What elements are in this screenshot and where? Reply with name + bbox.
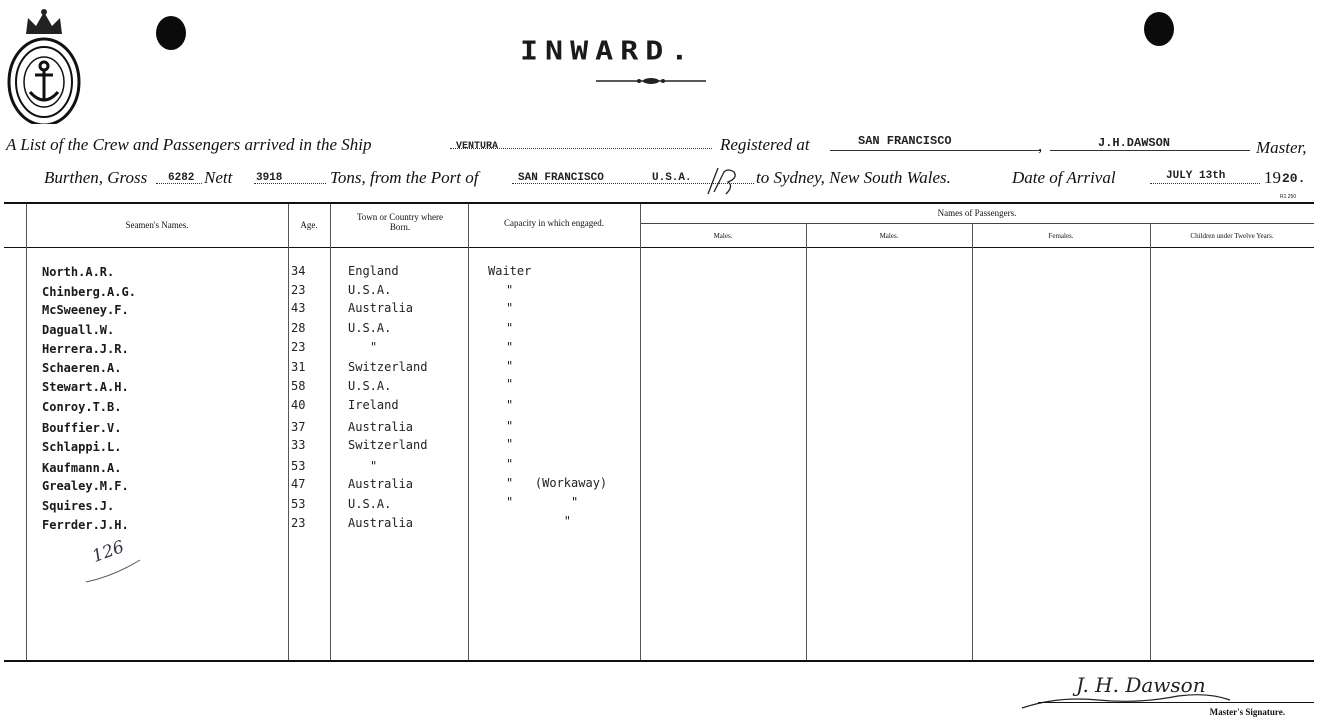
col-divider-1 bbox=[26, 204, 27, 660]
seaman-birthplace: U.S.A. bbox=[348, 283, 392, 297]
handwritten-check-mark bbox=[704, 164, 742, 202]
seaman-name: Daguall.W. bbox=[42, 323, 115, 337]
master-signature-label: Master's Signature. bbox=[1209, 707, 1285, 717]
seaman-birthplace: Australia bbox=[348, 301, 414, 315]
seaman-name: Bouffier.V. bbox=[42, 421, 122, 435]
seaman-capacity: " bbox=[506, 377, 514, 391]
registered-comma: , bbox=[1038, 136, 1043, 155]
col-header-seamens-names: Seamen's Names. bbox=[125, 220, 189, 230]
registered-port: SAN FRANCISCO bbox=[858, 134, 952, 148]
seaman-name: McSweeney.F. bbox=[42, 303, 129, 317]
seaman-age: 53 bbox=[291, 497, 306, 511]
col-header-capacity: Capacity in which engaged. bbox=[504, 218, 604, 228]
seaman-capacity: " (Workaway) bbox=[506, 476, 608, 490]
seaman-birthplace: U.S.A. bbox=[348, 497, 392, 511]
col-header-males-2: Males. bbox=[879, 232, 899, 240]
col-header-females: Females. bbox=[1048, 232, 1074, 240]
seaman-age: 23 bbox=[291, 516, 306, 530]
table-header-rule bbox=[4, 247, 1314, 248]
punch-hole-left bbox=[156, 16, 186, 50]
master-label: Master, bbox=[1256, 138, 1307, 157]
ship-name: VENTURA bbox=[456, 141, 499, 152]
page-title: INWARD. bbox=[520, 36, 696, 67]
col-header-age: Age. bbox=[300, 220, 318, 230]
seaman-capacity: " bbox=[506, 283, 514, 297]
seaman-name: Ferrder.J.H. bbox=[42, 518, 129, 532]
seaman-age: 28 bbox=[291, 321, 306, 335]
seaman-birthplace: Australia bbox=[348, 420, 414, 434]
seaman-name: Herrera.J.R. bbox=[42, 342, 129, 356]
seaman-capacity: " bbox=[506, 398, 514, 412]
seaman-birthplace: " bbox=[370, 340, 378, 354]
col-divider-7 bbox=[972, 224, 973, 660]
arrival-fill-line bbox=[1150, 183, 1260, 184]
handwritten-underline bbox=[84, 556, 144, 586]
passenger-subheader-rule bbox=[640, 223, 1314, 224]
form-number: R1 250 bbox=[1280, 194, 1297, 200]
seaman-capacity: " bbox=[506, 340, 514, 354]
arrival-year-prefix: 19 bbox=[1264, 168, 1281, 187]
seaman-age: 37 bbox=[291, 420, 306, 434]
burthen-label: Burthen, Gross bbox=[44, 168, 148, 187]
nett-tonnage: 3918 bbox=[256, 172, 283, 184]
col-divider-4 bbox=[468, 204, 469, 660]
seaman-name: Grealey.M.F. bbox=[42, 479, 129, 493]
master-name: J.H.DAWSON bbox=[1098, 136, 1171, 150]
header-list-prefix: A List of the Crew and Passengers arrived in the Ship bbox=[6, 135, 372, 154]
title-ornament bbox=[596, 76, 706, 86]
master-fill-line bbox=[1050, 150, 1250, 151]
seaman-capacity: " bbox=[506, 301, 514, 315]
seaman-age: 58 bbox=[291, 379, 306, 393]
seaman-birthplace: Ireland bbox=[348, 398, 399, 412]
col-header-children: Children under Twelve Years. bbox=[1190, 232, 1274, 240]
tons-from-port-label: Tons, from the Port of bbox=[330, 168, 479, 187]
seaman-birthplace: Australia bbox=[348, 477, 414, 491]
seaman-birthplace: England bbox=[348, 264, 399, 278]
seaman-age: 43 bbox=[291, 301, 306, 315]
seaman-age: 40 bbox=[291, 398, 306, 412]
seaman-age: 31 bbox=[291, 360, 306, 374]
registered-label: Registered at bbox=[720, 135, 810, 154]
nett-label: Nett bbox=[204, 168, 233, 187]
seaman-age: 34 bbox=[291, 264, 306, 278]
seaman-birthplace: Australia bbox=[348, 516, 414, 530]
seaman-capacity: " bbox=[506, 437, 514, 451]
destination-label: to Sydney, New South Wales. bbox=[756, 168, 951, 187]
shipping-master-seal-logo bbox=[4, 4, 84, 124]
registered-fill-line bbox=[830, 150, 1040, 151]
seaman-birthplace: " bbox=[370, 459, 378, 473]
seaman-name: Conroy.T.B. bbox=[42, 400, 122, 414]
seaman-capacity: " bbox=[506, 457, 514, 471]
seaman-name: Schlappi.L. bbox=[42, 440, 122, 454]
seaman-capacity: " bbox=[506, 514, 572, 528]
table-bottom-rule bbox=[4, 660, 1314, 662]
seaman-birthplace: U.S.A. bbox=[348, 379, 392, 393]
col-divider-6 bbox=[806, 224, 807, 660]
seaman-age: 33 bbox=[291, 438, 306, 452]
col-divider-8 bbox=[1150, 224, 1151, 660]
col-header-males-1: Males. bbox=[713, 232, 733, 240]
nett-fill-line bbox=[254, 183, 326, 184]
seaman-name: Chinberg.A.G. bbox=[42, 285, 136, 299]
signature-line bbox=[1038, 702, 1314, 703]
seaman-capacity: Waiter bbox=[488, 264, 532, 278]
seaman-birthplace: Switzerland bbox=[348, 360, 428, 374]
gross-tonnage: 6282 bbox=[168, 172, 195, 184]
departure-port: SAN FRANCISCO bbox=[518, 172, 604, 184]
col-header-born: Town or Country where Born. bbox=[356, 212, 444, 233]
seaman-birthplace: U.S.A. bbox=[348, 321, 392, 335]
col-divider-3 bbox=[330, 204, 331, 660]
seaman-capacity: " bbox=[506, 321, 514, 335]
seaman-age: 23 bbox=[291, 283, 306, 297]
arrival-date: JULY 13th bbox=[1166, 170, 1226, 182]
seaman-name: Stewart.A.H. bbox=[42, 380, 129, 394]
departure-country: U.S.A. bbox=[652, 172, 692, 184]
col-header-passengers: Names of Passengers. bbox=[937, 208, 1017, 218]
master-signature bbox=[1018, 670, 1233, 716]
seaman-age: 53 bbox=[291, 459, 306, 473]
arrival-year-suffix: 20. bbox=[1282, 171, 1306, 186]
svg-text:J. H. Dawson: J. H. Dawson bbox=[1076, 673, 1206, 697]
seaman-capacity: " bbox=[506, 419, 514, 433]
arrival-label: Date of Arrival bbox=[1012, 168, 1116, 187]
punch-hole-right bbox=[1144, 12, 1174, 46]
handwritten-crew-total: 126 bbox=[89, 537, 127, 567]
col-divider-5 bbox=[640, 204, 641, 660]
seaman-name: Kaufmann.A. bbox=[42, 461, 122, 475]
seaman-capacity: " " bbox=[506, 495, 579, 509]
seaman-name: North.A.R. bbox=[42, 265, 115, 279]
seaman-birthplace: Switzerland bbox=[348, 438, 428, 452]
seaman-name: Schaeren.A. bbox=[42, 361, 122, 375]
seaman-age: 47 bbox=[291, 477, 306, 491]
seaman-age: 23 bbox=[291, 340, 306, 354]
seaman-capacity: " bbox=[506, 359, 514, 373]
col-divider-2 bbox=[288, 204, 289, 660]
seaman-name: Squires.J. bbox=[42, 499, 115, 513]
table-top-rule bbox=[4, 202, 1314, 204]
